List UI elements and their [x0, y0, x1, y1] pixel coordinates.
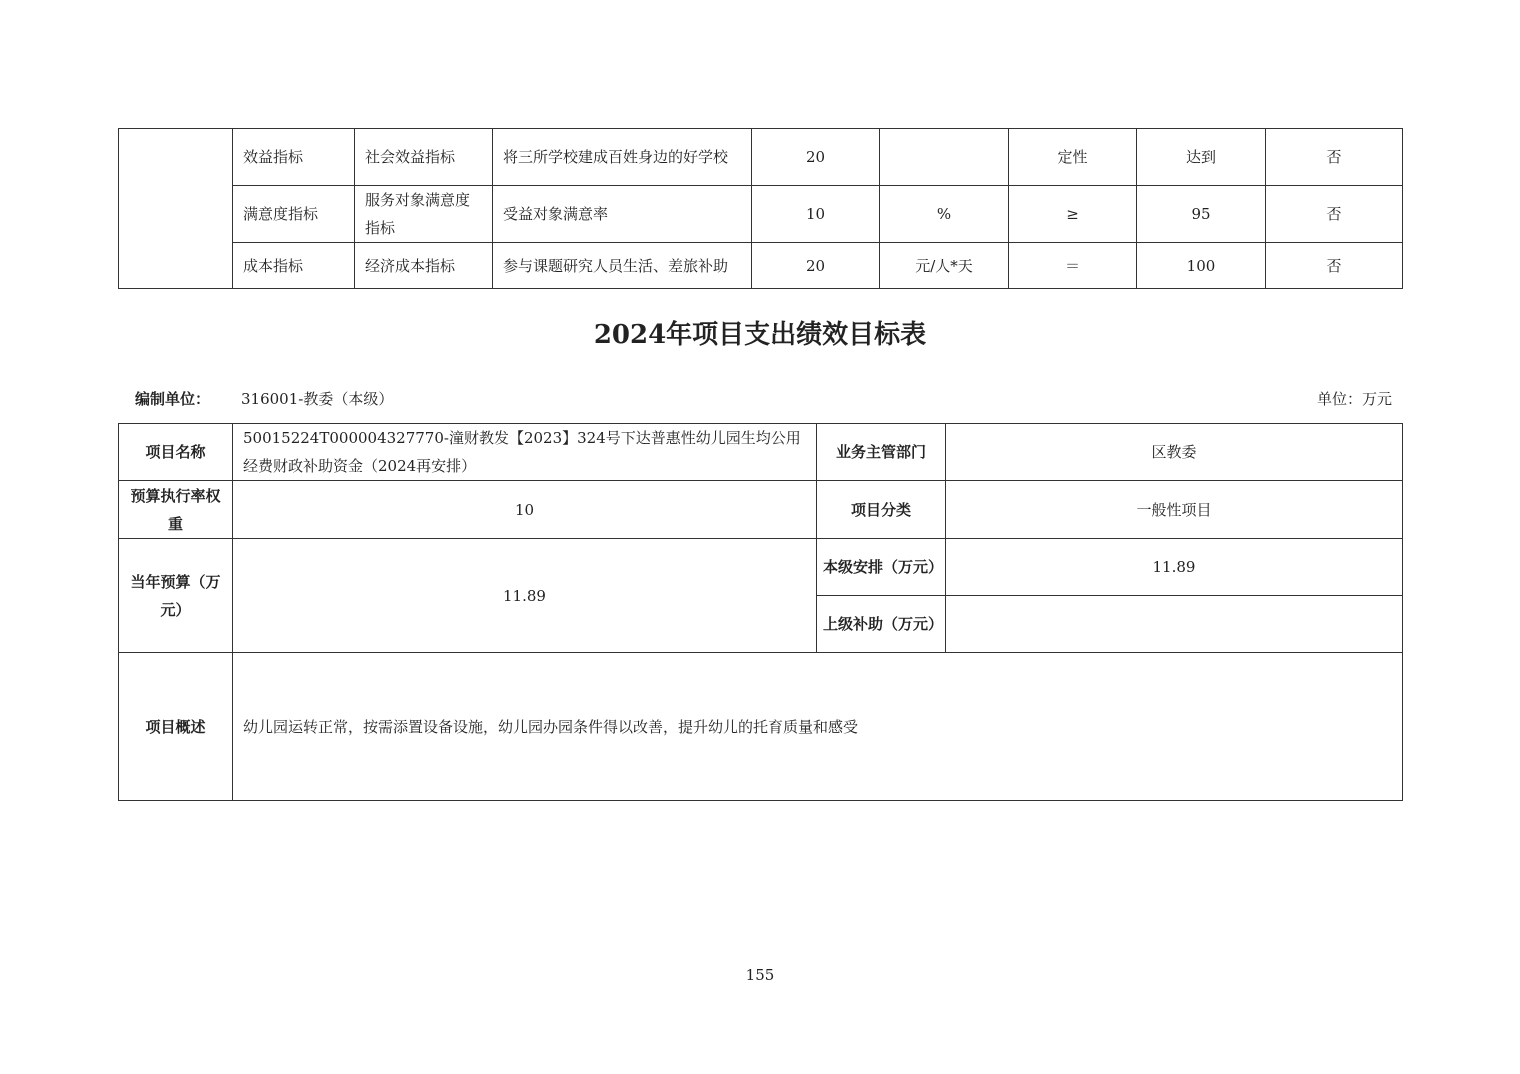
indicator-row [119, 243, 1403, 289]
overview-label: 项目概述 [119, 653, 233, 801]
overview-value: 幼儿园运转正常，按需添置设备设施，幼儿园办园条件得以改善，提升幼儿的托育质量和感受 [233, 653, 1403, 801]
key-cell: 否 [1266, 243, 1403, 289]
money-unit: 单位：万元 [1316, 390, 1392, 408]
level2-cell: 服务对象满意度指标 [355, 186, 493, 243]
upper-label: 上级补助（万元） [817, 596, 946, 653]
category-value: 一般性项目 [946, 481, 1403, 539]
target-cell: 100 [1137, 243, 1266, 289]
target-cell: 95 [1137, 186, 1266, 243]
budget-row [119, 539, 1403, 596]
unit-cell: % [880, 186, 1009, 243]
indicator-row [119, 186, 1403, 243]
level2-cell: 社会效益指标 [355, 129, 493, 186]
level2-cell: 经济成本指标 [355, 243, 493, 289]
local-label: 本级安排（万元） [817, 539, 946, 596]
compiler-row [135, 388, 1392, 412]
weight-cell: 10 [752, 186, 880, 243]
page-number: 155 [745, 966, 775, 984]
project-name-value: 50015224T000004327770-潼财教发【2023】324号下达普惠性幼儿园生均公用经费财政补助资金（2024再安排） [233, 424, 817, 481]
indicator-cell: 参与课题研究人员生活、差旅补助 [493, 243, 752, 289]
budget-label: 当年预算（万元） [119, 539, 233, 653]
nature-cell: 定性 [1009, 129, 1137, 186]
key-cell: 否 [1266, 129, 1403, 186]
nature-cell: ＝ [1009, 243, 1137, 289]
key-cell: 否 [1266, 186, 1403, 243]
level1-cell: 效益指标 [233, 129, 355, 186]
dept-label: 业务主管部门 [817, 424, 946, 481]
target-cell: 达到 [1137, 129, 1266, 186]
nature-cell: ≥ [1009, 186, 1137, 243]
indicator-row [119, 129, 1403, 186]
exec-weight-value: 10 [233, 481, 817, 539]
weight-cell: 20 [752, 129, 880, 186]
project-name-row [119, 424, 1403, 481]
indicator-cell: 受益对象满意率 [493, 186, 752, 243]
page-title: 2024年项目支出绩效目标表 [593, 320, 927, 350]
level1-cell: 成本指标 [233, 243, 355, 289]
overview-row [119, 653, 1403, 801]
project-name-label: 项目名称 [119, 424, 233, 481]
indicator-cell: 将三所学校建成百姓身边的好学校 [493, 129, 752, 186]
indicator-table-continued [118, 128, 1403, 289]
local-value: 11.89 [946, 539, 1403, 596]
performance-target-table [118, 423, 1403, 801]
dept-value: 区教委 [946, 424, 1403, 481]
exec-weight-label: 预算执行率权重 [119, 481, 233, 539]
level1-cell: 满意度指标 [233, 186, 355, 243]
exec-weight-row [119, 481, 1403, 539]
unit-cell: 元/人*天 [880, 243, 1009, 289]
budget-value: 11.89 [233, 539, 817, 653]
compiler-value: 316001-教委（本级） [241, 390, 394, 408]
category-label: 项目分类 [817, 481, 946, 539]
indicator-blank-cell [119, 129, 233, 289]
weight-cell: 20 [752, 243, 880, 289]
compiler-label: 编制单位： [135, 390, 211, 408]
upper-value [946, 596, 1403, 653]
unit-cell [880, 129, 1009, 186]
